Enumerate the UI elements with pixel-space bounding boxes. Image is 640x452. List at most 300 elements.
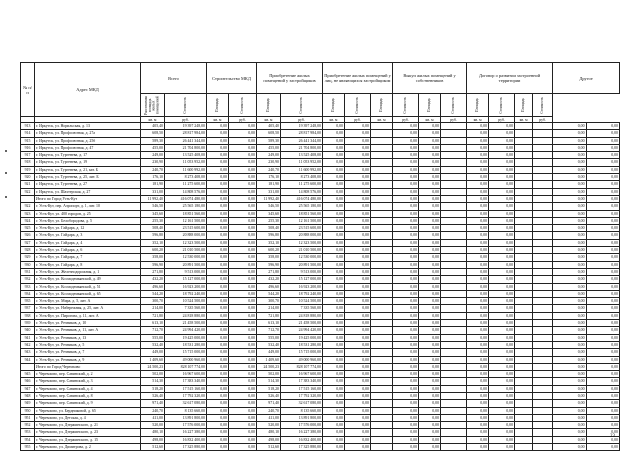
cell-oc: 0,00 [345,188,371,195]
cell-xc: 0,00 [586,400,619,407]
cell-ta: 526,40 [141,392,165,399]
cell-pa: 596,90 [257,261,281,268]
cell-n: 945 [21,371,35,378]
cell-pa: 181,90 [257,181,281,188]
cell-xa: 0,00 [553,436,586,443]
cell-oc: 0,00 [345,356,371,363]
cell-bc: 0,00 [419,261,441,268]
cell-empty [441,312,467,319]
cell-da: 0,00 [467,137,489,144]
cell-n: 943 [21,349,35,356]
cell-ta: 480,10 [141,429,165,436]
cell-a: г. Усть-Кут, ул. Речников, д. 5 [35,341,141,348]
subheader-label: Площадь [330,97,335,112]
cell-sa: 0,00 [207,144,229,151]
cell-xa: 0,00 [553,334,586,341]
cell-tc: 49 000 960,00 [165,356,207,363]
cell-empty [441,188,467,195]
cell-ba: 0,00 [393,276,419,283]
cell-oc: 0,00 [345,130,371,137]
cell-n: 926 [21,232,35,239]
cell-sa: 0,00 [207,392,229,399]
resettlement-table-sheet [20,62,620,451]
cell-da: 0,00 [467,225,489,232]
cell-a: г. Иркутск, ул. Тургенева, д. 21, кат. Б [35,166,141,173]
cell-ta: 596,90 [141,261,165,268]
cell-a: г. Иркутск, ул. Профсоюзная, д. 25б [35,137,141,144]
cell-pc: 17 325 880,00 [281,444,323,451]
cell-ta: 455,00 [141,144,165,151]
cell-empty [371,414,393,421]
cell-ba: 0,00 [393,254,419,261]
cell-sc: 0,00 [229,400,257,407]
cell-empty [441,123,467,130]
cell-empty [515,298,533,305]
cell-a: г. Усть-Кут, ул. Пирогова, д. 11, лит. А [35,312,141,319]
cell-oc: 0,00 [345,283,371,290]
cell-a: г. Черемхово, пер. Савинский, д. 8 [35,392,141,399]
cell-empty [533,174,553,181]
subheader-area [515,94,533,117]
cell-pa: 555,00 [257,334,281,341]
cell-ta: 532,40 [141,341,165,348]
cell-a: г. Черемхово, пер. Савинский, д. 4 [35,385,141,392]
cell-ta: 255,30 [141,217,165,224]
cell-sa: 0,00 [207,444,229,451]
cell-xc: 0,00 [586,144,619,151]
cell-oc: 0,00 [345,144,371,151]
cell-empty [515,166,533,173]
cell-xc: 0,00 [586,152,619,159]
cell-a: г. Усть-Кут, ул. Речников, д. 11, лит. А [35,327,141,334]
cell-xa: 0,00 [553,349,586,356]
cell-da: 0,00 [467,261,489,268]
cell-sc: 0,00 [229,152,257,159]
cell-xa: 0,00 [553,144,586,151]
cell-bc: 0,00 [419,217,441,224]
cell-xa: 0,00 [553,203,586,210]
cell-oc: 0,00 [345,378,371,385]
cell-tc: 15 715 000,00 [165,349,207,356]
cell-bc: 0,00 [419,429,441,436]
cell-sa: 0,00 [207,363,229,370]
cell-bc: 0,00 [419,144,441,151]
cell-n: 923 [21,210,35,217]
cell-n: 941 [21,334,35,341]
cell-sc: 0,00 [229,334,257,341]
cell-dc: 0,00 [489,130,515,137]
cell-empty [515,181,533,188]
table-row [21,320,620,327]
cell-xc: 0,00 [586,356,619,363]
cell-ba: 0,00 [393,356,419,363]
cell-ta: 352,10 [141,239,165,246]
table-row [21,232,620,239]
cell-xc: 0,00 [586,261,619,268]
cell-sa: 0,00 [207,181,229,188]
cell-xc: 0,00 [586,210,619,217]
cell-empty [515,188,533,195]
cell-empty [515,174,533,181]
cell-empty [371,334,393,341]
subheader-label: Стоимость [450,96,455,114]
cell-pa: 411,00 [257,414,281,421]
cell-sc: 0,00 [229,188,257,195]
cell-dc: 0,00 [489,327,515,334]
cell-empty [515,159,533,166]
cell-empty [441,356,467,363]
cell-oc: 0,00 [345,392,371,399]
table-row [21,436,620,443]
cell-bc: 0,00 [419,407,441,414]
cell-empty [441,130,467,137]
cell-tc: 19 425 000,00 [165,334,207,341]
cell-n: 933 [21,283,35,290]
cell-pc: 49 000 960,00 [281,356,323,363]
cell-tc: 12 530 000,00 [165,254,207,261]
cell-bc: 0,00 [419,276,441,283]
cell-sa: 0,00 [207,195,229,202]
cell-tc: 15 127 000,00 [165,276,207,283]
cell-xc: 0,00 [586,341,619,348]
cell-empty [515,217,533,224]
cell-oc: 0,00 [345,400,371,407]
cell-ta: 518,20 [141,385,165,392]
cell-a: г. Усть-Кут, ул. Речников, д. 7 [35,349,141,356]
cell-oc: 0,00 [345,444,371,451]
cell-empty [441,341,467,348]
cell-da: 0,00 [467,268,489,275]
cell-a: г. Усть-Кут, ул. 400 городов, д. 25 [35,210,141,217]
cell-empty [371,436,393,443]
cell-empty [441,283,467,290]
cell-n: 949 [21,400,35,407]
header-group-construction: Строительство МКД [207,63,257,94]
cell-dc: 0,00 [489,261,515,268]
cell-empty [371,247,393,254]
cell-xa: 0,00 [553,414,586,421]
cell-empty [371,152,393,159]
subheader-label: Стоимость [539,96,544,114]
cell-oc: 0,00 [345,414,371,421]
cell-empty [441,320,467,327]
cell-empty [371,283,393,290]
cell-sa: 0,00 [207,436,229,443]
cell-empty [441,429,467,436]
header-group-other: Другое [553,63,620,94]
cell-empty [371,181,393,188]
cell-tc: 19 397 248,00 [165,123,207,130]
cell-oc: 0,00 [345,298,371,305]
cell-n: 917 [21,152,35,159]
cell-empty [441,436,467,443]
scan-dot [5,150,7,152]
cell-sc: 0,00 [229,407,257,414]
cell-empty [533,123,553,130]
subheader-cost [441,94,467,117]
cell-pc: 14 808 576,00 [281,188,323,195]
cell-a: Итого по Город Усть-Кут [35,195,141,202]
cell-xc: 0,00 [586,166,619,173]
cell-dc: 0,00 [489,356,515,363]
cell-oa: 0,00 [323,210,345,217]
cell-empty [371,312,393,319]
cell-pa: 271,80 [257,268,281,275]
cell-da: 0,00 [467,444,489,451]
unit-sqm: кв. м [207,117,229,123]
cell-oc: 0,00 [345,320,371,327]
cell-empty [533,341,553,348]
cell-pa: 352,10 [257,239,281,246]
cell-ba: 0,00 [393,320,419,327]
cell-pa: 498,00 [257,436,281,443]
cell-da: 0,00 [467,334,489,341]
cell-ta: 712,70 [141,327,165,334]
cell-a: г. Усть-Кут, ул. Гайдара, д. 3 [35,232,141,239]
cell-bc: 0,00 [419,305,441,312]
cell-pc: 16 967 600,00 [281,371,323,378]
cell-empty [515,290,533,297]
cell-empty [441,159,467,166]
cell-tc: 16 923 200,00 [165,283,207,290]
cell-xa: 0,00 [553,356,586,363]
cell-dc: 0,00 [489,232,515,239]
cell-sa: 0,00 [207,320,229,327]
cell-bc: 0,00 [419,320,441,327]
cell-da: 0,00 [467,429,489,436]
cell-ta: 230,90 [141,159,165,166]
cell-tc: 20 891 500,00 [165,261,207,268]
subheader-label: Площадь [265,97,270,112]
cell-xc: 0,00 [586,378,619,385]
cell-da: 0,00 [467,341,489,348]
cell-da: 0,00 [467,174,489,181]
cell-sc: 0,00 [229,268,257,275]
cell-xc: 0,00 [586,422,619,429]
cell-empty [371,349,393,356]
cell-sa: 0,00 [207,312,229,319]
cell-da: 0,00 [467,203,489,210]
cell-n: 951 [21,414,35,421]
cell-empty [533,414,553,421]
cell-n: 921 [21,181,35,188]
cell-pc: 15 715 000,00 [281,349,323,356]
cell-dc: 0,00 [489,195,515,202]
cell-oa: 0,00 [323,378,345,385]
cell-oa: 0,00 [323,159,345,166]
table-row [21,254,620,261]
cell-empty [533,392,553,399]
cell-pa: 600,20 [257,247,281,254]
cell-sc: 0,00 [229,305,257,312]
cell-oa: 0,00 [323,327,345,334]
cell-pc: 13 891 800,00 [281,414,323,421]
cell-n: 942 [21,341,35,348]
cell-xa: 0,00 [553,312,586,319]
table-row [21,422,620,429]
cell-dc: 0,00 [489,181,515,188]
cell-ba: 0,00 [393,247,419,254]
cell-n [21,363,35,370]
subheader-area [419,94,441,117]
cell-ba: 0,00 [393,268,419,275]
cell-xa: 0,00 [553,174,586,181]
cell-bc: 0,00 [419,290,441,297]
cell-xa: 0,00 [553,159,586,166]
cell-oc: 0,00 [345,290,371,297]
cell-xc: 0,00 [586,327,619,334]
cell-empty [533,247,553,254]
cell-empty [533,283,553,290]
cell-ba: 0,00 [393,363,419,370]
cell-ta: 514,30 [141,378,165,385]
subheader-label: Площадь [214,97,219,112]
cell-a: г. Усть-Кут, ул. Космодемьянской, д. 51 [35,283,141,290]
cell-oa: 0,00 [323,188,345,195]
cell-empty [515,203,533,210]
cell-tc: 21 458 500,00 [165,320,207,327]
cell-da: 0,00 [467,290,489,297]
cell-sc: 0,00 [229,217,257,224]
cell-empty [515,407,533,414]
cell-empty [515,123,533,130]
cell-sa: 0,00 [207,217,229,224]
cell-sc: 0,00 [229,144,257,151]
cell-ba: 0,00 [393,400,419,407]
cell-pc: 11 600 992,00 [281,166,323,173]
cell-sa: 0,00 [207,254,229,261]
cell-empty [441,422,467,429]
cell-empty [533,407,553,414]
cell-a: г. Иркутск, ул. Тургенева, д. 17 [35,152,141,159]
cell-ba: 0,00 [393,174,419,181]
cell-oa: 0,00 [323,414,345,421]
cell-empty [441,152,467,159]
cell-sc: 0,00 [229,232,257,239]
cell-empty [533,144,553,151]
table-row [21,144,620,151]
cell-ba: 0,00 [393,378,419,385]
cell-ta: 331,00 [141,188,165,195]
cell-da: 0,00 [467,152,489,159]
cell-sa: 0,00 [207,356,229,363]
cell-oc: 0,00 [345,166,371,173]
cell-ta: 520,00 [141,422,165,429]
cell-empty [371,356,393,363]
cell-xa: 0,00 [553,429,586,436]
table-row [21,123,620,130]
cell-tc: 14 808 576,00 [165,188,207,195]
cell-empty [441,349,467,356]
table-row [21,210,620,217]
header-group-buyout: Выкуп жилых помещений у собственников [393,63,467,94]
cell-dc: 0,00 [489,312,515,319]
cell-n: 920 [21,174,35,181]
cell-empty [441,181,467,188]
cell-empty [371,268,393,275]
cell-empty [515,334,533,341]
cell-oa: 0,00 [323,174,345,181]
unit-rub: руб. [533,117,553,123]
cell-empty [533,305,553,312]
cell-empty [533,356,553,363]
cell-xa: 0,00 [553,392,586,399]
cell-empty [441,225,467,232]
cell-oc: 0,00 [345,247,371,254]
cell-pc: 10 524 500,00 [281,298,323,305]
cell-bc: 0,00 [419,181,441,188]
cell-pa: 24 500,23 [257,363,281,370]
cell-empty [533,232,553,239]
cell-dc: 0,00 [489,188,515,195]
cell-xc: 0,00 [586,276,619,283]
subheader-label: Площадь [474,97,479,112]
cell-pa: 331,00 [257,188,281,195]
table-header [21,63,620,123]
cell-tc: 10 524 500,00 [165,298,207,305]
cell-xa: 0,00 [553,217,586,224]
cell-pa: 514,30 [257,378,281,385]
cell-empty [533,195,553,202]
cell-empty [515,392,533,399]
cell-empty [441,305,467,312]
cell-oc: 0,00 [345,123,371,130]
cell-xc: 0,00 [586,334,619,341]
cell-oc: 0,00 [345,334,371,341]
cell-dc: 0,00 [489,137,515,144]
unit-sqm: кв. м [323,117,345,123]
cell-n: 938 [21,312,35,319]
cell-da: 0,00 [467,232,489,239]
cell-tc: 26 441 344,00 [165,137,207,144]
cell-oa: 0,00 [323,312,345,319]
header-number: № п/п [21,63,35,117]
table-row [21,356,620,363]
cell-oc: 0,00 [345,276,371,283]
cell-oc: 0,00 [345,268,371,275]
subheader-label: Площадь [426,97,431,112]
cell-pc: 17 515 160,00 [281,385,323,392]
cell-sa: 0,00 [207,407,229,414]
cell-a: г. Усть-Кут, ул. Речников, д. 10 [35,320,141,327]
cell-oc: 0,00 [345,159,371,166]
cell-pa: 518,20 [257,385,281,392]
cell-xa: 0,00 [553,166,586,173]
unit-sqm: кв. м [257,117,281,123]
cell-oc: 0,00 [345,261,371,268]
cell-n: 937 [21,305,35,312]
cell-n: 918 [21,159,35,166]
cell-da: 0,00 [467,217,489,224]
cell-empty [515,385,533,392]
cell-pa: 532,40 [257,341,281,348]
cell-xc: 0,00 [586,203,619,210]
cell-ta: 405,40 [141,123,165,130]
cell-empty [515,210,533,217]
cell-bc: 0,00 [419,392,441,399]
cell-a: г. Иркутск, ул. Тургенева, д. 27 [35,181,141,188]
cell-dc: 0,00 [489,239,515,246]
table-body [21,123,620,451]
cell-xc: 0,00 [586,414,619,421]
cell-ta: 971,40 [141,400,165,407]
table-total-row [21,195,620,202]
cell-sa: 0,00 [207,247,229,254]
table-row [21,188,620,195]
cell-empty [533,239,553,246]
cell-sc: 0,00 [229,356,257,363]
cell-ta: 271,80 [141,268,165,275]
